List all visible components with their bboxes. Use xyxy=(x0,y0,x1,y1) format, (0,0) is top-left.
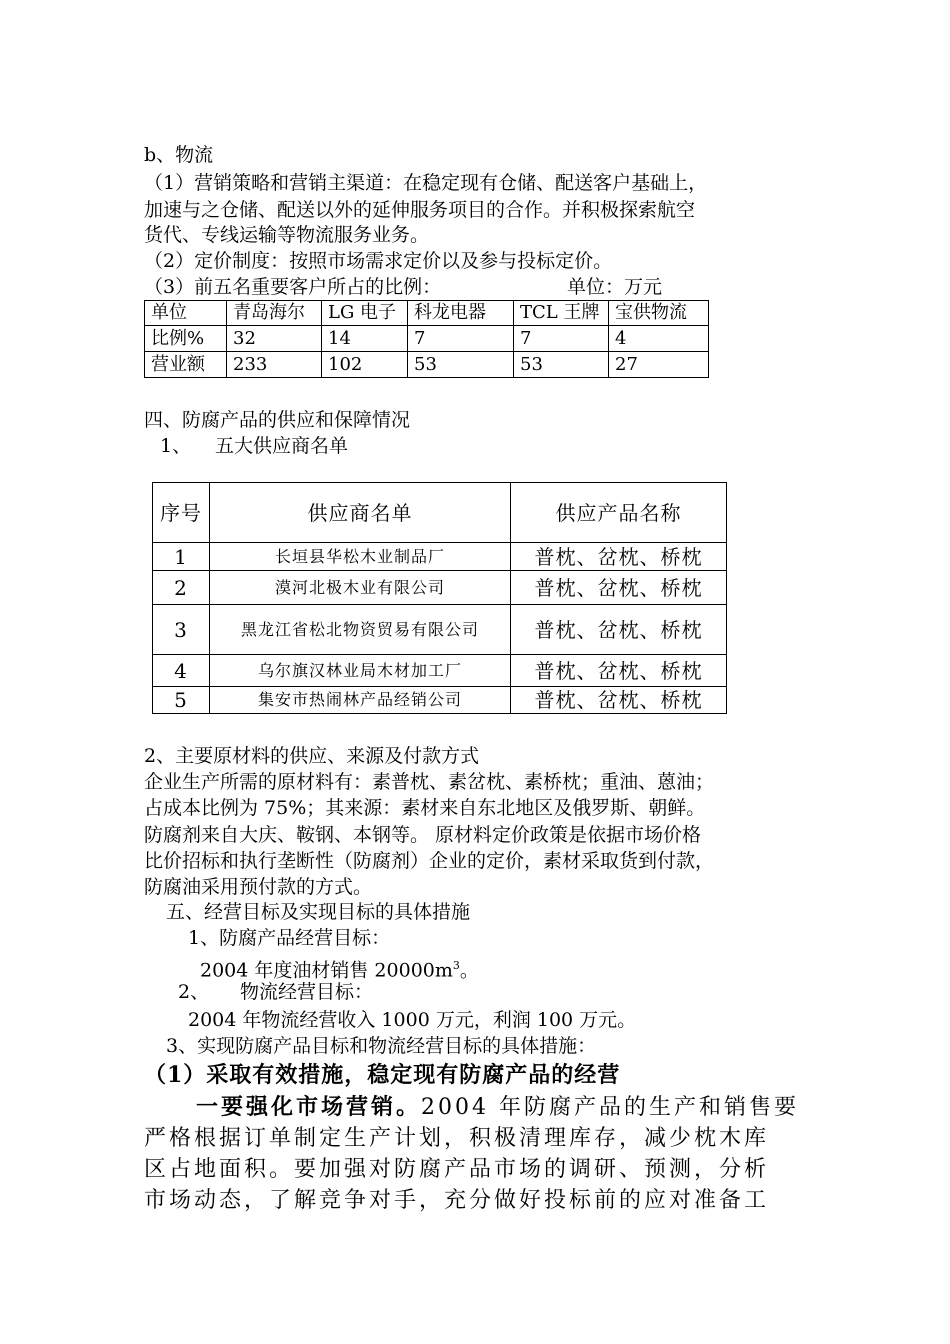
body-line-1 xyxy=(196,1093,799,1122)
sub1-number: 1、 xyxy=(160,435,192,457)
strategy-line-3: 货代、专线运输等物流服务业务。 xyxy=(144,224,430,246)
table-cell: 233 xyxy=(227,352,322,378)
table-cell: 14 xyxy=(322,326,408,352)
logistics-heading: b、物流 xyxy=(144,144,214,166)
table-cell: 比例% xyxy=(145,326,227,352)
table-cell: 集安市热闹林产品经销公司 xyxy=(210,687,511,714)
materials-heading: 2、主要原材料的供应、来源及付款方式 xyxy=(144,745,480,767)
table-cell: 普枕、岔枕、桥枕 xyxy=(511,571,727,605)
measure-1-heading: （1）采取有效措施，稳定现有防腐产品的经营 xyxy=(144,1062,621,1088)
customer-ratio-table xyxy=(144,300,709,378)
table-row xyxy=(153,655,727,687)
top5-line: （3）前五名重要客户所占的比例： xyxy=(144,276,442,298)
table-cell: 黑龙江省松北物资贸易有限公司 xyxy=(210,605,511,655)
table-cell: 乌尔旗汉林业局木材加工厂 xyxy=(210,655,511,687)
goal1-value-text: 2004 年度油材销售 20000m xyxy=(200,959,453,982)
pricing-line: （2）定价制度：按照市场需求定价以及参与投标定价。 xyxy=(144,250,613,272)
section4-heading: 四、防腐产品的供应和保障情况 xyxy=(144,409,411,431)
table-cell: 普枕、岔枕、桥枕 xyxy=(511,655,727,687)
table-header-row xyxy=(153,483,727,543)
table-cell: 1 xyxy=(153,543,210,571)
body-line-1-rest: 2004 年防腐产品的生产和销售要 xyxy=(421,1095,799,1120)
table-header-cell: 序号 xyxy=(153,483,210,543)
table-header-cell: LG 电子 xyxy=(322,301,408,326)
table-cell: 53 xyxy=(514,352,609,378)
table-header-cell: 单位 xyxy=(145,301,227,326)
goal2-number: 2、 xyxy=(178,981,210,1003)
table-cell: 普枕、岔枕、桥枕 xyxy=(511,543,727,571)
table-cell: 53 xyxy=(408,352,514,378)
goal2-value: 2004 年物流经营收入 1000 万元，利润 100 万元。 xyxy=(188,1009,637,1031)
materials-line-4: 比价招标和执行垄断性（防腐剂）企业的定价，素材采取货到付款， xyxy=(144,850,715,872)
table-cell: 4 xyxy=(153,655,210,687)
body-line-1-bold: 一要强化市场营销。 xyxy=(196,1094,422,1120)
table-header-cell: 供应产品名称 xyxy=(511,483,727,543)
table-cell: 普枕、岔枕、桥枕 xyxy=(511,687,727,714)
table-row xyxy=(145,326,709,352)
table-cell: 4 xyxy=(609,326,709,352)
section5-heading: 五、经营目标及实现目标的具体措施 xyxy=(166,901,471,923)
table-cell: 营业额 xyxy=(145,352,227,378)
table-cell: 普枕、岔枕、桥枕 xyxy=(511,605,727,655)
goal1-title: 1、防腐产品经营目标： xyxy=(188,927,391,949)
unit-label: 单位：万元 xyxy=(567,276,663,298)
materials-line-2: 占成本比例为 75%；其来源：素材来自东北地区及俄罗斯、朝鲜。 xyxy=(144,797,706,819)
table-cell: 漠河北极木业有限公司 xyxy=(210,571,511,605)
table-header-row xyxy=(145,301,709,326)
supplier-table xyxy=(152,482,727,714)
goal1-superscript: 3 xyxy=(452,959,460,972)
table-header-cell: 宝供物流 xyxy=(609,301,709,326)
materials-line-5: 防腐油采用预付款的方式。 xyxy=(144,876,373,898)
table-row xyxy=(153,571,727,605)
table-row xyxy=(153,605,727,655)
goal1-value xyxy=(200,954,479,982)
table-cell: 7 xyxy=(408,326,514,352)
body-line-2: 严格根据订单制定生产计划，积极清理库存，减少枕木库 xyxy=(144,1126,770,1151)
table-header-cell: TCL 王牌 xyxy=(514,301,609,326)
table-cell: 长垣县华松木业制品厂 xyxy=(210,543,511,571)
goal2-title: 物流经营目标： xyxy=(240,981,374,1003)
body-line-3: 区占地面积。要加强对防腐产品市场的调研、预测，分析 xyxy=(144,1157,770,1182)
table-cell: 5 xyxy=(153,687,210,714)
table-header-cell: 青岛海尔 xyxy=(227,301,322,326)
goal3-title: 3、实现防腐产品目标和物流经营目标的具体措施： xyxy=(166,1035,597,1057)
strategy-line-2: 加速与之仓储、配送以外的延伸服务项目的合作。并积极探索航空 xyxy=(144,199,696,221)
sub1-title: 五大供应商名单 xyxy=(215,435,349,457)
table-cell: 2 xyxy=(153,571,210,605)
table-cell: 32 xyxy=(227,326,322,352)
table-cell: 102 xyxy=(322,352,408,378)
table-row xyxy=(153,543,727,571)
table-header-cell: 科龙电器 xyxy=(408,301,514,326)
goal1-value-end: 。 xyxy=(459,959,479,982)
body-line-4: 市场动态，了解竞争对手，充分做好投标前的应对准备工 xyxy=(144,1188,770,1213)
table-row xyxy=(145,352,709,378)
table-cell: 7 xyxy=(514,326,609,352)
table-header-cell: 供应商名单 xyxy=(210,483,511,543)
strategy-line-1: （1）营销策略和营销主渠道：在稳定现有仓储、配送客户基础上， xyxy=(144,172,708,194)
table-cell: 3 xyxy=(153,605,210,655)
materials-line-3: 防腐剂来自大庆、鞍钢、本钢等。 原材料定价政策是依据市场价格 xyxy=(144,824,702,846)
table-row xyxy=(153,687,727,714)
table-cell: 27 xyxy=(609,352,709,378)
materials-line-1: 企业生产所需的原材料有：素普枕、素岔枕、素桥枕；重油、蒽油； xyxy=(144,771,715,793)
